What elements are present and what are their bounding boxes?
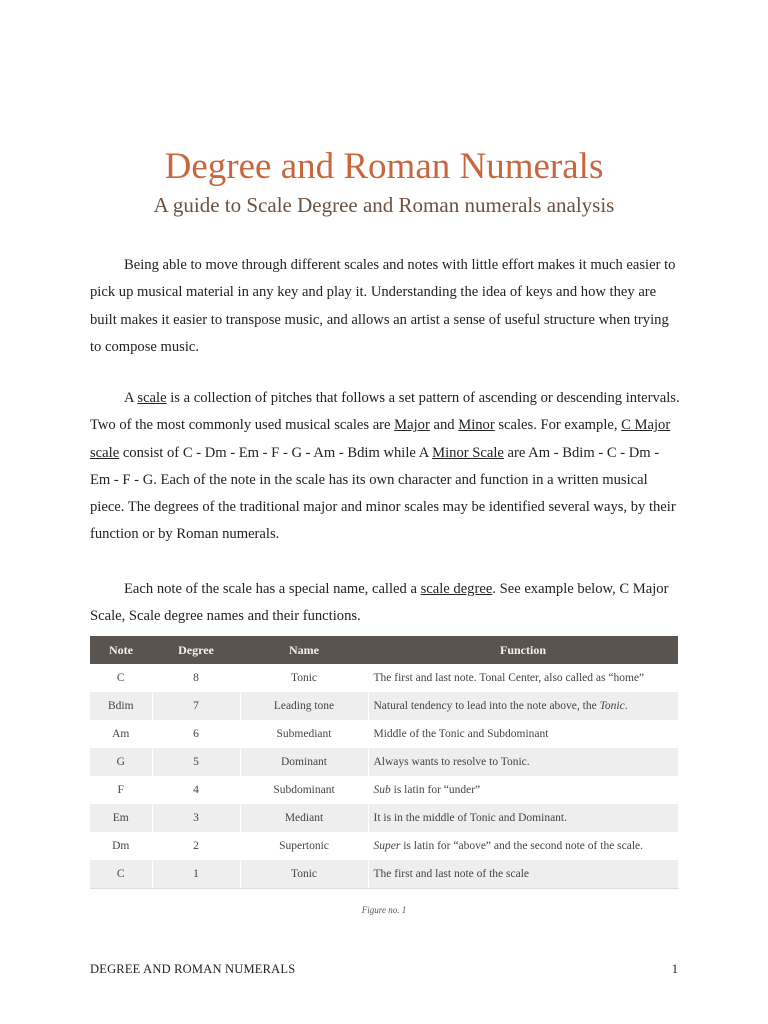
cell-degree: 4 <box>152 776 240 804</box>
header-name: Name <box>240 636 368 664</box>
header-degree: Degree <box>152 636 240 664</box>
cell-function: Always wants to resolve to Tonic. <box>368 748 678 776</box>
cell-name: Tonic <box>240 860 368 889</box>
page-number: 1 <box>671 962 678 976</box>
cell-function: Natural tendency to lead into the note above, the Tonic. <box>368 692 678 720</box>
scale-term-link: scale <box>137 390 167 406</box>
major-term-link: Major <box>394 417 430 434</box>
cell-note: Em <box>90 804 152 832</box>
cell-degree: 3 <box>152 804 240 832</box>
scale-degree-term: scale degree <box>420 581 493 597</box>
table-row <box>90 804 678 832</box>
cell-note: C <box>90 664 152 692</box>
figure-caption: Figure no. 1 <box>361 905 407 915</box>
table-row <box>90 776 678 804</box>
table-row <box>90 720 678 748</box>
table-row <box>90 692 678 720</box>
page-title: Degree and Roman Numerals <box>164 146 604 187</box>
minor-scale-term: Minor Scale <box>432 444 504 461</box>
cell-degree: 5 <box>152 748 240 776</box>
intro-paragraph: Being able to move through different scales and notes with little effort makes it much easier to pick up musical material in any key and play it. Understanding the idea of keys and how they are built makes it easier to transpose music, and allows an artist a sense of useful structure when trying to compose music. <box>90 257 676 355</box>
header-function: Function <box>368 636 678 664</box>
scale-paragraph: A scale is a collection of pitches that follows a set pattern of ascending or descending intervals. Two of the most commonly used musical scales are Major and Minor scales. For example, C Major scale consist of C - Dm - Em - F - G - Am - Bdim while A Minor Scale are Am - Bdim - C - Dm - Em - F - G. Each of the note in the scale has its own character and function in a written musical piece. The degrees of the traditional major and minor scales may be identified several ways, by their function or by Roman numerals. <box>90 390 680 543</box>
table-row <box>90 860 678 889</box>
table-row <box>90 664 678 692</box>
cell-name: Dominant <box>240 748 368 776</box>
cell-function: Middle of the Tonic and Subdominant <box>368 720 678 748</box>
cell-degree: 6 <box>152 720 240 748</box>
footer-title: DEGREE AND ROMAN NUMERALS <box>90 962 296 976</box>
cell-name: Supertonic <box>240 832 368 860</box>
cell-name: Submediant <box>240 720 368 748</box>
cell-function: Super is latin for “above” and the second note of the scale. <box>368 832 678 860</box>
cell-note: Am <box>90 720 152 748</box>
cell-degree: 1 <box>152 860 240 889</box>
cell-name: Tonic <box>240 664 368 692</box>
cell-note: Bdim <box>90 692 152 720</box>
page-subtitle: A guide to Scale Degree and Roman numerals analysis <box>153 193 615 217</box>
header-note: Note <box>90 636 152 664</box>
cell-function: It is in the middle of Tonic and Dominant. <box>368 804 678 832</box>
cell-function: The first and last note. Tonal Center, also called as “home” <box>368 664 678 692</box>
scale-degree-paragraph: Each note of the scale has a special name, called a scale degree. See example below, C Major Scale, Scale degree names and their functions. <box>90 581 669 625</box>
cell-note: F <box>90 776 152 804</box>
cell-function: The first and last note of the scale <box>368 860 678 889</box>
cell-degree: 2 <box>152 832 240 860</box>
cell-note: Dm <box>90 832 152 860</box>
cell-name: Leading tone <box>240 692 368 720</box>
cell-name: Mediant <box>240 804 368 832</box>
cell-function: Sub is latin for “under” <box>368 776 678 804</box>
cell-degree: 8 <box>152 664 240 692</box>
cell-name: Subdominant <box>240 776 368 804</box>
c-major-scale-term: C Major scale <box>90 417 671 461</box>
cell-note: C <box>90 860 152 889</box>
table-row <box>90 748 678 776</box>
cell-degree: 7 <box>152 692 240 720</box>
table-header-row <box>90 636 678 664</box>
cell-note: G <box>90 748 152 776</box>
scale-degree-table <box>90 636 679 889</box>
minor-term-link: Minor <box>458 417 495 434</box>
table-row <box>90 832 678 860</box>
